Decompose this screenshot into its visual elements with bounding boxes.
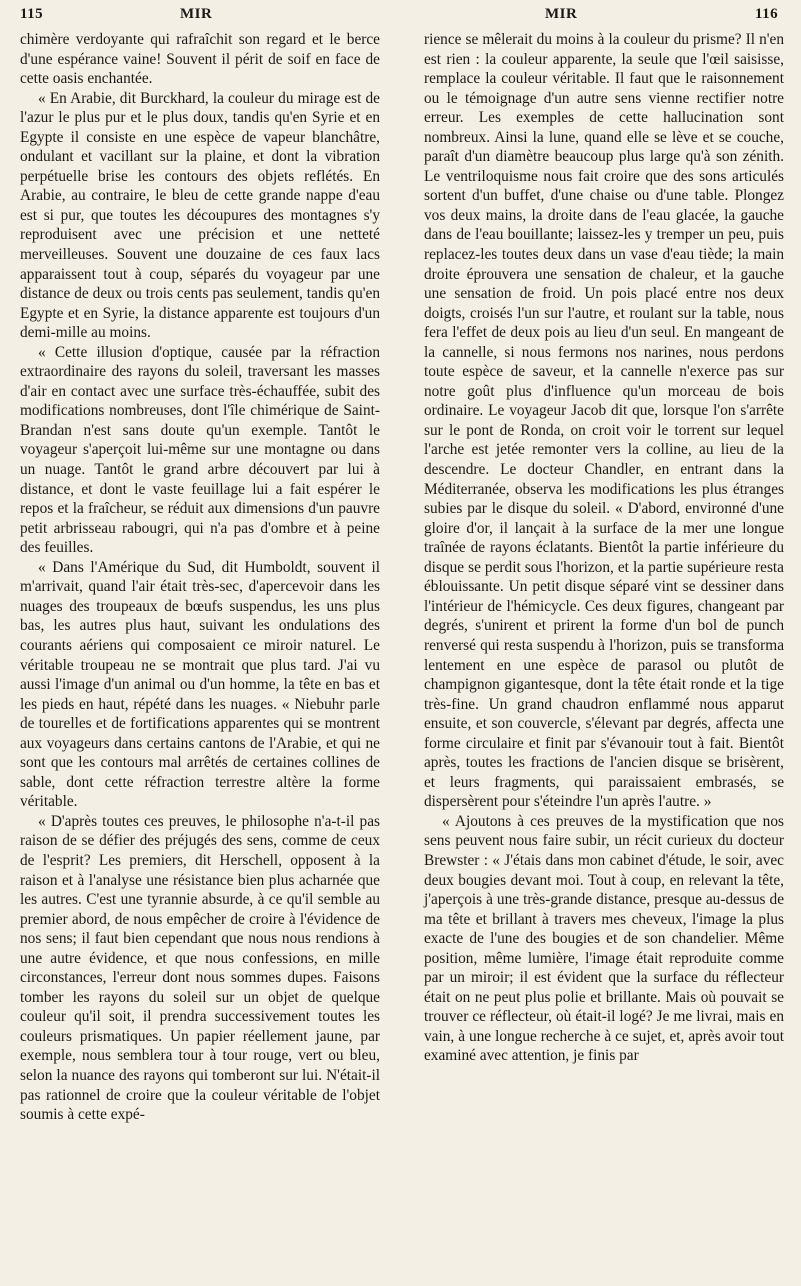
left-running-title: MIR bbox=[180, 6, 213, 22]
right-running-title: MIR bbox=[545, 6, 578, 22]
paragraph: chimère verdoyante qui rafraîchit son regard et le berce d'une espérance vaine! Souvent il périt de soif en face de cette oasis enchantée. bbox=[20, 31, 380, 88]
left-page-number: 115 bbox=[20, 6, 44, 22]
right-text-column bbox=[424, 30, 784, 1066]
running-header bbox=[0, 0, 801, 30]
paragraph: rience se mêlerait du moins à la couleur du prisme? Il n'en est rien : la couleur apparente, la seule que l'œil saisisse, remplace la couleur véritable. Il faut que le raisonnement ou le témoignage d'un autre sens vienne rectifier notre erreur. Les exemples de cette hallucination sont nombreux. Ainsi la lune, quand elle se lève et se couche, paraît d'un diamètre beaucoup plus large qu'à son zénith. Le ventriloquisme nous fait croire que des sons articulés sortent d'un buffet, d'une chaise ou d'une table. Plongez vos deux mains, la droite dans de l'eau glacée, la gauche dans de l'eau bouillante; laissez-les y tremper un peu, puis replacez-les toutes deux dans un vase d'eau tiède; la main droite éprouvera une sensation de chaleur, et la gauche une sensation de froid. Un pois placé entre nos deux doigts, croisés l'un sur l'autre, et roulant sur la table, nous fera l'effet de deux pois au lieu d'un seul. En mangeant de la cannelle, si nous fermons nos narines, nous perdons toute espèce de saveur, et la cannelle n'exerce pas sur notre goût plus d'influence qu'un morceau de bois ordinaire. Le voyageur Jacob dit que, lorsque l'on s'arrête sur le pont de Ronda, on croit voir le torrent sur lequel l'arche est jetée remonter vers la colline, au lieu de la descendre. Le docteur Chandler, en entrant dans la Méditerranée, observa les modifications les plus étranges subies par le disque du soleil. « D'abord, environné d'une gloire d'or, il lançait à la surface de la mer une longue traînée de rayons éclatants. Bientôt la partie inférieure du disque se perdit sous l'horizon, et la partie supérieure resta éblouissante. Un petit disque séparé vint se dessiner dans l'intérieur de l'hémicycle. Ces deux figures, changeant par degrés, s'unirent et prirent la forme d'un bol de punch renversé qui resta suspendu à l'horizon, puis se transforma lentement en une espèce de parasol ou plutôt de champignon gigantesque, dont la tête était ronde et la tige très-fine. Un grand chaudron enflammé nous apparut ensuite, et son couvercle, s'élevant par degrés, affecta une forme circulaire et finit par s'évanouir tout à fait. Bientôt après, toutes les fractions de l'ancien disque se brisèrent, et leurs fragments, qui paraissaient embrasés, se dispersèrent pour s'éteindre l'un après l'autre. » bbox=[424, 31, 784, 811]
right-page-number: 116 bbox=[755, 6, 779, 22]
paragraph: « Cette illusion d'optique, causée par la réfraction extraordinaire des rayons du soleil, traversant les masses d'air en contact avec une surface très-échauffée, subit des modifications nombreuses, dont l'île chimérique de Saint-Brandan n'est sans doute qu'un exemple. Tantôt le voyageur s'aperçoit lui-même sur une montagne ou dans un nuage. Tantôt le grand arbre découvert par lui à distance, et dont le vaste feuillage lui a fait espérer le repos et la fraîcheur, se réduit aux dimensions d'un pauvre petit arbrisseau rabougri, qui n'a pas d'ombre et à peine des feuilles. bbox=[20, 343, 380, 557]
left-text-column bbox=[20, 30, 380, 1125]
paragraph: « D'après toutes ces preuves, le philosophe n'a-t-il pas raison de se défier des préjugés des sens, comme de ceux de l'esprit? Les premiers, dit Herschell, opposent à la raison et à l'analyse une résistance bien plus acharnée que les autres. C'est une tyrannie absurde, à ce qu'il semble au premier abord, de nous empêcher de croire à l'évidence de nos sens; il faut bien cependant que nous nous rendions à une autre évidence, et que nous confessions, en mille circonstances, l'erreur dont nous sommes dupes. Faisons tomber les rayons du soleil sur un objet de quelque couleur qu'il soit, il prendra successivement toutes les couleurs prismatiques. Un papier réellement jaune, par exemple, nous semblera tour à tour rouge, vert ou bleu, selon la nuance des rayons qui tomberont sur lui. N'était-il pas rationnel de croire que la couleur véritable de l'objet soumis à cette expé- bbox=[20, 812, 380, 1124]
paragraph: « Dans l'Amérique du Sud, dit Humboldt, souvent il m'arrivait, quand l'air était très-sec, d'apercevoir dans les nuages des troupeaux de bœufs suspendus, les uns plus bas, les autres plus haut, suivant les ondulations des courants aériens qui composaient ce miroir naturel. Le véritable troupeau ne se montrait que plus tard. J'ai vu aussi l'image d'un animal ou d'un homme, la tête en bas et les pieds en haut, répété dans les nuages. « Niebuhr parle de tourelles et de fortifications apparentes qui se montrent aux voyageurs dans certains cantons de l'Arabie, et qui ne sont que les contours mal arrêtés de certaines collines de sable, dont cette réfraction terrestre altère la forme véritable. bbox=[20, 558, 380, 811]
paragraph: « En Arabie, dit Burckhard, la couleur du mirage est de l'azur le plus pur et le plus doux, tandis qu'en Syrie et en Egypte il consiste en une espèce de vapeur blanchâtre, ondulant et vacillant sur la plaine, et dont la vibration perpétuelle brise les contours des objets reflétés. En Arabie, au contraire, le bleu de cette grande nappe d'eau est si pur, que toutes les découpures des montagnes s'y reproduisent avec une précision et une netteté merveilleuses. Souvent une douzaine de ces faux lacs apparaissent tout à coup, séparés du voyageur par une distance de deux ou trois cents pas seulement, tandis qu'en Egypte et en Syrie, la distance apparente est toujours d'un demi-mille au moins. bbox=[20, 89, 380, 342]
paragraph: « Ajoutons à ces preuves de la mystification que nos sens peuvent nous faire subir, un récit curieux du docteur Brewster : « J'étais dans mon cabinet d'étude, le soir, avec deux bougies devant moi. Tout à coup, en relevant la tête, j'aperçois à une très-grande distance, presque au-dessus de ma tête et brillant à travers mes cheveux, l'image la plus exacte de l'une des bougies et de son chandelier. Même position, même lumière, l'image était reproduite comme par un miroir; il est évident que la surface du réflecteur était on ne peut plus polie et brillante. Mais où pouvait se trouver ce réflecteur, où était-il logé? Je me livrai, mais en vain, à une longue recherche à ce sujet, et, après avoir tout examiné avec attention, je finis par bbox=[424, 812, 784, 1065]
